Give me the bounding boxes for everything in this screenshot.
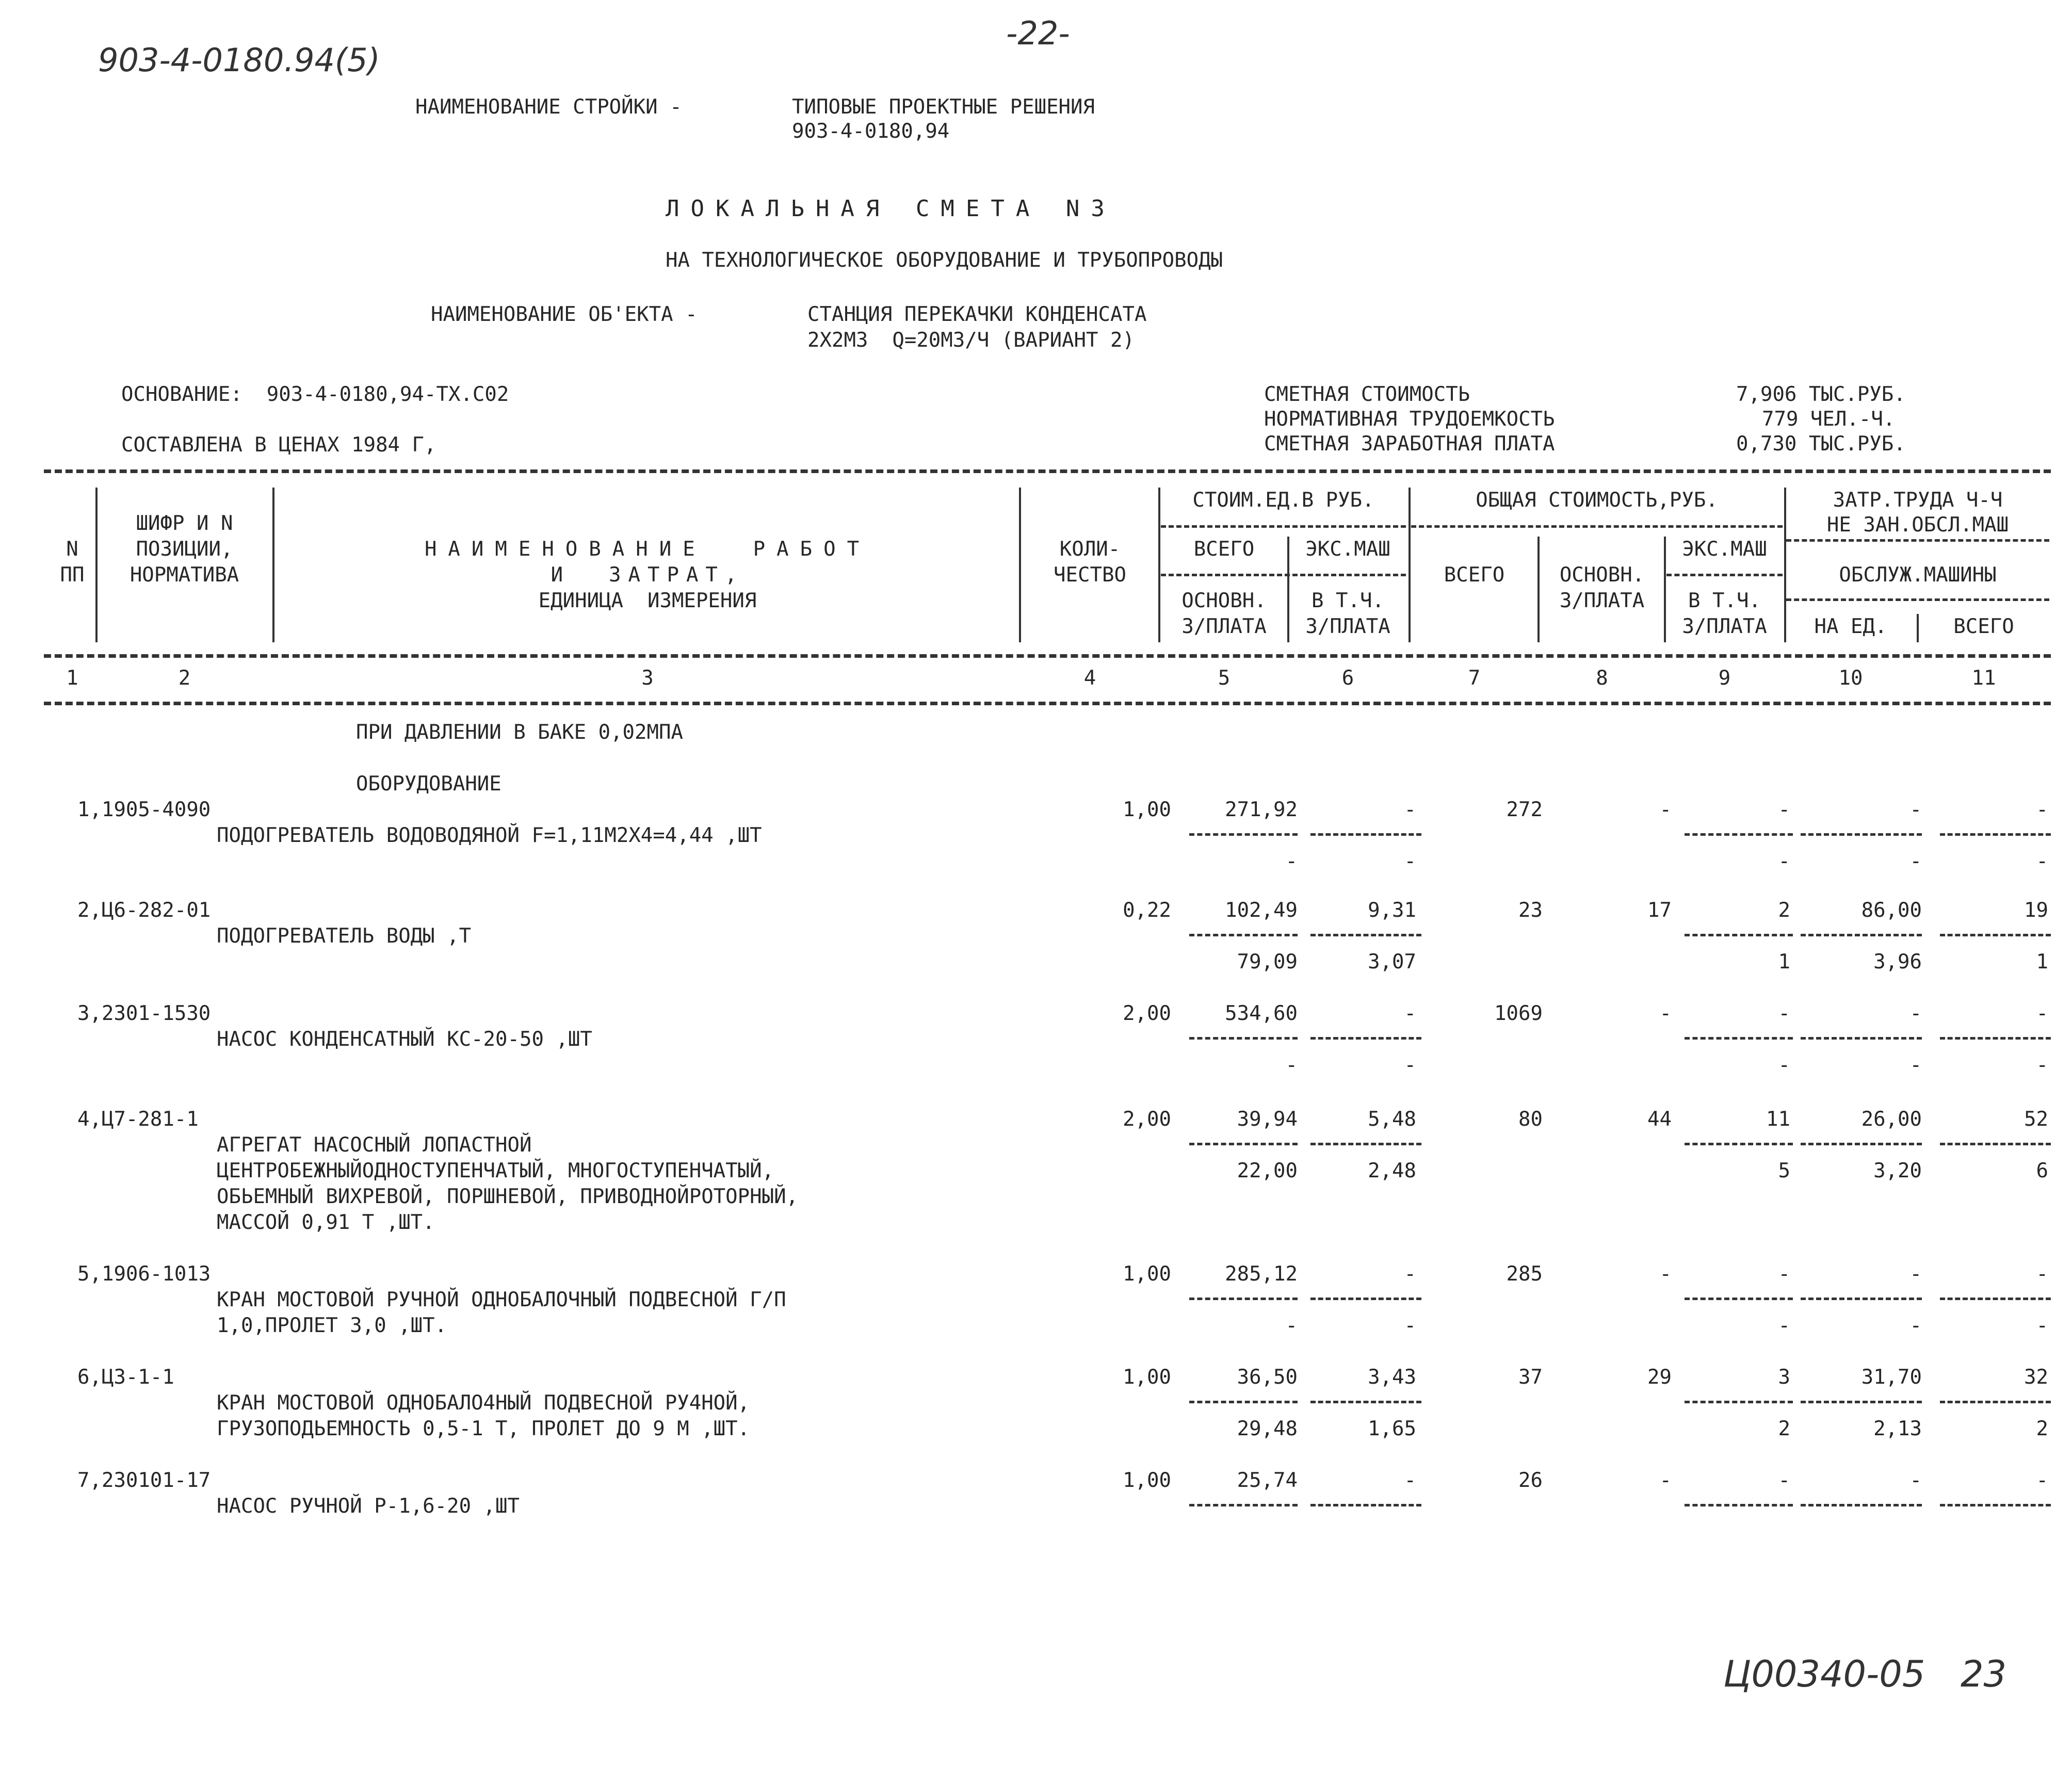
row-c7: 23 — [1518, 899, 1543, 922]
row-c6: - — [1404, 1002, 1416, 1025]
col8-head: З/ПЛАТА — [1559, 589, 1645, 612]
row-code: 5,1906-1013 — [77, 1262, 211, 1286]
section-heading: ПРИ ДАВЛЕНИИ В БАКЕ 0,02МПА — [356, 721, 683, 744]
wage-value: 0,730 ТЫС.РУБ. — [1736, 432, 1906, 456]
row-c5: 25,74 — [1237, 1469, 1298, 1492]
row-c7: 1069 — [1494, 1002, 1543, 1025]
value-underline — [1685, 1143, 1793, 1145]
col4-head: КОЛИ- — [1059, 538, 1121, 561]
col1011-group: ОБСЛУЖ.МАШИНЫ — [1839, 563, 1997, 587]
col8-head: ОСНОВН. — [1559, 563, 1645, 587]
section-heading: ОБОРУДОВАНИЕ — [356, 772, 501, 796]
col-sep — [1537, 537, 1540, 642]
col6-head: ЭКС.МАШ — [1305, 538, 1390, 561]
labor-value: 779 ЧЕЛ.-Ч. — [1762, 408, 1896, 431]
col1011-group: НЕ ЗАН.ОБСЛ.МАШ — [1826, 513, 2009, 537]
row-c5-wage: - — [1285, 850, 1298, 873]
row-code: 6,Ц3-1-1 — [77, 1366, 174, 1389]
col6-head: В Т.Ч. — [1312, 589, 1384, 612]
value-underline — [1801, 1401, 1922, 1403]
row-c8: 44 — [1647, 1108, 1672, 1131]
value-underline — [1189, 1401, 1298, 1403]
row-c5-wage: 79,09 — [1237, 950, 1298, 974]
row-quantity: 2,00 — [1123, 1108, 1171, 1131]
row-c6-wage: 2,48 — [1368, 1159, 1416, 1182]
row-name: АГРЕГАТ НАСОСНЫЙ ЛОПАСТНОЙ — [217, 1133, 532, 1157]
value-underline — [1940, 1298, 2051, 1300]
row-c9: 2 — [1778, 899, 1790, 922]
row-c11: - — [2036, 1262, 2048, 1286]
row-quantity: 1,00 — [1123, 798, 1171, 821]
row-quantity: 2,00 — [1123, 1002, 1171, 1025]
col-number: 5 — [1218, 667, 1231, 690]
row-code: 4,Ц7-281-1 — [77, 1108, 199, 1131]
row-c9: 3 — [1778, 1366, 1790, 1389]
row-name: НАСОС КОНДЕНСАТНЫЙ КС-20-50 ,ШТ — [217, 1028, 592, 1051]
row-name: 1,0,ПРОЛЕТ 3,0 ,ШТ. — [217, 1314, 447, 1337]
col-sep — [95, 488, 98, 642]
page-title: ЛОКАЛЬНАЯ СМЕТА N3 — [666, 196, 1116, 222]
col2-head: НОРМАТИВА — [130, 563, 239, 587]
row-c7: 285 — [1506, 1262, 1543, 1286]
footer-code: Ц00340-05 — [1723, 1653, 1925, 1695]
value-underline — [1685, 1298, 1793, 1300]
row-c9: - — [1778, 798, 1790, 821]
row-c11: - — [2036, 798, 2048, 821]
row-c9: - — [1778, 1469, 1790, 1492]
col-number: 10 — [1838, 667, 1863, 690]
col79-group: ОБЩАЯ СТОИМОСТЬ,РУБ. — [1476, 489, 1718, 512]
row-c10-wage: - — [1909, 850, 1922, 873]
row-c5-wage: - — [1285, 1053, 1298, 1077]
row-c11-wage: 6 — [2036, 1159, 2048, 1182]
row-name: НАСОС РУЧНОЙ Р-1,6-20 ,ШТ — [217, 1495, 520, 1518]
table-top-rule — [44, 469, 2051, 473]
col3-head: НАИМЕНОВАНИЕ РАБОТ — [424, 538, 871, 561]
row-c8: - — [1659, 1469, 1672, 1492]
row-c5-wage: 22,00 — [1237, 1159, 1298, 1182]
value-underline — [1189, 1504, 1298, 1506]
col2-head: ПОЗИЦИИ, — [136, 538, 233, 561]
row-code: 1,1905-4090 — [77, 798, 211, 821]
row-c10: 31,70 — [1861, 1366, 1922, 1389]
row-c10: - — [1909, 1469, 1922, 1492]
row-c5: 39,94 — [1237, 1108, 1298, 1131]
row-c9: - — [1778, 1002, 1790, 1025]
row-c6-wage: 3,07 — [1368, 950, 1416, 974]
col1011-group: ЗАТР.ТРУДА Ч-Ч — [1833, 489, 2003, 512]
row-c6-wage: - — [1404, 1314, 1416, 1337]
value-underline — [1189, 1298, 1298, 1300]
col-number: 7 — [1468, 667, 1481, 690]
value-underline — [1940, 934, 2051, 936]
table-numbers-rule — [44, 702, 2051, 705]
col5-head: ОСНОВН. — [1181, 589, 1267, 612]
row-name: ПОДОГРЕВАТЕЛЬ ВОДЫ ,Т — [217, 925, 472, 948]
col56-group: СТОИМ.ЕД.В РУБ. — [1192, 489, 1374, 512]
value-underline — [1310, 934, 1421, 936]
handwritten-doc-code: 903-4-0180.94(5) — [98, 41, 380, 79]
row-c11-wage: 1 — [2036, 950, 2048, 974]
sostavlena: СОСТАВЛЕНА В ЦЕНАХ 1984 Г, — [121, 433, 436, 457]
row-c6: - — [1404, 1469, 1416, 1492]
row-c5: 285,12 — [1225, 1262, 1298, 1286]
col-sep — [1664, 537, 1666, 642]
row-c10: - — [1909, 798, 1922, 821]
row-c9-wage: - — [1778, 1053, 1790, 1077]
row-c9: 11 — [1766, 1108, 1790, 1131]
row-c6: - — [1404, 1262, 1416, 1286]
row-name: ПОДОГРЕВАТЕЛЬ ВОДОВОДЯНОЙ F=1,11М2Х4=4,44 ,ШТ — [217, 824, 762, 847]
col5-head: З/ПЛАТА — [1181, 615, 1267, 638]
row-c6-wage: - — [1404, 850, 1416, 873]
row-c10: - — [1909, 1002, 1922, 1025]
col-number: 2 — [178, 667, 191, 690]
value-underline — [1801, 1504, 1922, 1506]
row-quantity: 1,00 — [1123, 1366, 1171, 1389]
row-quantity: 1,00 — [1123, 1469, 1171, 1492]
row-c7: 37 — [1518, 1366, 1543, 1389]
col1-head: N — [66, 538, 78, 561]
col-sep — [272, 488, 274, 642]
row-name: ЦЕНТРОБЕЖНЫЙОДНОСТУПЕНЧАТЫЙ, МНОГОСТУПЕНЧАТЫЙ, — [217, 1159, 774, 1182]
cost-label: СМЕТНАЯ СТОИМОСТЬ — [1264, 383, 1470, 406]
group-rule — [1161, 525, 1406, 528]
col-number: 11 — [1971, 667, 1996, 690]
value-underline — [1801, 1143, 1922, 1145]
col1-head: ПП — [60, 563, 85, 587]
row-c10-wage: - — [1909, 1053, 1922, 1077]
row-c6: 5,48 — [1368, 1108, 1416, 1131]
value-underline — [1685, 1037, 1793, 1040]
row-quantity: 1,00 — [1123, 1262, 1171, 1286]
value-underline — [1940, 833, 2051, 836]
row-c8: - — [1659, 1262, 1672, 1286]
footer-number: 23 — [1961, 1653, 2007, 1695]
row-c11: 19 — [2024, 899, 2048, 922]
col2-head: ШИФР И N — [136, 512, 233, 535]
value-underline — [1310, 1401, 1421, 1403]
page-number: -22- — [1006, 14, 1070, 52]
row-c9-wage: 5 — [1778, 1159, 1790, 1182]
row-c9-wage: 2 — [1778, 1417, 1790, 1440]
col-sep — [1019, 488, 1021, 642]
row-c9-wage: 1 — [1778, 950, 1790, 974]
value-underline — [1310, 1143, 1421, 1145]
value-underline — [1189, 1143, 1298, 1145]
row-c11: - — [2036, 1002, 2048, 1025]
value-underline — [1940, 1401, 2051, 1403]
value-underline — [1940, 1037, 2051, 1040]
row-code: 3,2301-1530 — [77, 1002, 211, 1025]
table-header-rule — [44, 654, 2051, 658]
object-value: СТАНЦИЯ ПЕРЕКАЧКИ КОНДЕНСАТА — [807, 303, 1147, 326]
row-c9: - — [1778, 1262, 1790, 1286]
row-c8: - — [1659, 798, 1672, 821]
col-sep — [1158, 488, 1160, 642]
row-name: ОБЬЕМНЫЙ ВИХРЕВОЙ, ПОРШНЕВОЙ, ПРИВОДНОЙРОТОРНЫЙ, — [217, 1185, 799, 1208]
value-underline — [1189, 934, 1298, 936]
row-name: ГРУЗОПОДЬЕМНОСТЬ 0,5-1 Т, ПРОЛЕТ ДО 9 М ,ШТ. — [217, 1417, 750, 1440]
group-rule — [1786, 539, 2049, 542]
col9-head: З/ПЛАТА — [1682, 615, 1767, 638]
row-c5: 36,50 — [1237, 1366, 1298, 1389]
row-name: КРАН МОСТОВОЙ ОДНОБАЛО4НЫЙ ПОДВЕСНОЙ РУ4НОЙ, — [217, 1391, 750, 1415]
value-underline — [1801, 833, 1922, 836]
row-c8: 29 — [1647, 1366, 1672, 1389]
row-quantity: 0,22 — [1123, 899, 1171, 922]
value-underline — [1310, 1037, 1421, 1040]
row-c10-wage: 2,13 — [1873, 1417, 1922, 1440]
row-name: КРАН МОСТОВОЙ РУЧНОЙ ОДНОБАЛОЧНЫЙ ПОДВЕСНОЙ Г/П — [217, 1288, 786, 1311]
row-c7: 26 — [1518, 1469, 1543, 1492]
object-variant: 2Х2М3 Q=20М3/Ч (ВАРИАНТ 2) — [807, 329, 1135, 352]
stroika-value: ТИПОВЫЕ ПРОЕКТНЫЕ РЕШЕНИЯ — [792, 95, 1095, 119]
group-rule — [1666, 574, 1783, 576]
value-underline — [1310, 1298, 1421, 1300]
row-c11-wage: - — [2036, 1314, 2048, 1337]
col-sep — [1917, 614, 1919, 642]
osnovanie: ОСНОВАНИЕ: 903-4-0180,94-ТХ.С02 — [121, 383, 509, 406]
col-number: 9 — [1718, 667, 1731, 690]
row-c6-wage: - — [1404, 1053, 1416, 1077]
row-c7: 80 — [1518, 1108, 1543, 1131]
row-c10-wage: 3,20 — [1873, 1159, 1922, 1182]
row-code: 7,230101-17 — [77, 1469, 211, 1492]
row-c9-wage: - — [1778, 1314, 1790, 1337]
row-c8: - — [1659, 1002, 1672, 1025]
row-c5: 102,49 — [1225, 899, 1298, 922]
value-underline — [1940, 1143, 2051, 1145]
group-rule — [1786, 598, 2049, 601]
row-c11: 52 — [2024, 1108, 2048, 1131]
row-c11: 32 — [2024, 1366, 2048, 1389]
value-underline — [1310, 1504, 1421, 1506]
row-name: МАССОЙ 0,91 Т ,ШТ. — [217, 1211, 435, 1234]
col-sep — [1287, 537, 1289, 642]
row-c10: 86,00 — [1861, 899, 1922, 922]
row-c6-wage: 1,65 — [1368, 1417, 1416, 1440]
wage-label: СМЕТНАЯ ЗАРАБОТНАЯ ПЛАТА — [1264, 432, 1555, 456]
value-underline — [1310, 833, 1421, 836]
row-code: 2,Ц6-282-01 — [77, 899, 211, 922]
row-c10: - — [1909, 1262, 1922, 1286]
col-number: 8 — [1596, 667, 1608, 690]
value-underline — [1801, 1037, 1922, 1040]
value-underline — [1189, 833, 1298, 836]
col4-head: ЧЕСТВО — [1054, 563, 1126, 587]
col-number: 3 — [641, 667, 654, 690]
page-subtitle: НА ТЕХНОЛОГИЧЕСКОЕ ОБОРУДОВАНИЕ И ТРУБОПРОВОДЫ — [666, 249, 1223, 272]
row-c11-wage: - — [2036, 850, 2048, 873]
row-c5: 271,92 — [1225, 798, 1298, 821]
value-underline — [1801, 934, 1922, 936]
col-number: 1 — [66, 667, 78, 690]
col3-head: ЕДИНИЦА ИЗМЕРЕНИЯ — [538, 589, 757, 612]
cost-value: 7,906 ТЫС.РУБ. — [1736, 383, 1906, 406]
row-c10-wage: - — [1909, 1314, 1922, 1337]
col6-head: З/ПЛАТА — [1305, 615, 1390, 638]
row-c7: 272 — [1506, 798, 1543, 821]
value-underline — [1685, 1504, 1793, 1506]
value-underline — [1685, 833, 1793, 836]
row-c5-wage: 29,48 — [1237, 1417, 1298, 1440]
row-c8: 17 — [1647, 899, 1672, 922]
row-c9-wage: - — [1778, 850, 1790, 873]
row-c11: - — [2036, 1469, 2048, 1492]
labor-label: НОРМАТИВНАЯ ТРУДОЕМКОСТЬ — [1264, 408, 1555, 431]
group-rule — [1411, 525, 1783, 528]
row-c5-wage: - — [1285, 1314, 1298, 1337]
col9-head: ЭКС.МАШ — [1682, 538, 1767, 561]
value-underline — [1189, 1037, 1298, 1040]
col5-head: ВСЕГО — [1193, 538, 1255, 561]
row-c6: 3,43 — [1368, 1366, 1416, 1389]
row-c5: 534,60 — [1225, 1002, 1298, 1025]
row-c6: - — [1404, 798, 1416, 821]
col7-head: ВСЕГО — [1444, 563, 1505, 587]
row-c6: 9,31 — [1368, 899, 1416, 922]
col3-head: И ЗАТРАТ, — [551, 563, 744, 587]
value-underline — [1940, 1504, 2051, 1506]
value-underline — [1801, 1298, 1922, 1300]
group-rule — [1161, 574, 1406, 576]
object-label: НАИМЕНОВАНИЕ ОБ'ЕКТА - — [431, 303, 698, 326]
value-underline — [1685, 1401, 1793, 1403]
row-c10: 26,00 — [1861, 1108, 1922, 1131]
value-underline — [1685, 934, 1793, 936]
col-sep — [1409, 488, 1411, 642]
col11-head: ВСЕГО — [1953, 615, 2014, 638]
row-c10-wage: 3,96 — [1873, 950, 1922, 974]
col-number: 6 — [1341, 667, 1354, 690]
stroika-label: НАИМЕНОВАНИЕ СТРОЙКИ - — [415, 95, 682, 119]
col10-head: НА ЕД. — [1814, 615, 1887, 638]
row-c11-wage: - — [2036, 1053, 2048, 1077]
row-c11-wage: 2 — [2036, 1417, 2048, 1440]
col-number: 4 — [1083, 667, 1096, 690]
stroika-code: 903-4-0180,94 — [792, 120, 950, 143]
col9-head: В Т.Ч. — [1688, 589, 1761, 612]
